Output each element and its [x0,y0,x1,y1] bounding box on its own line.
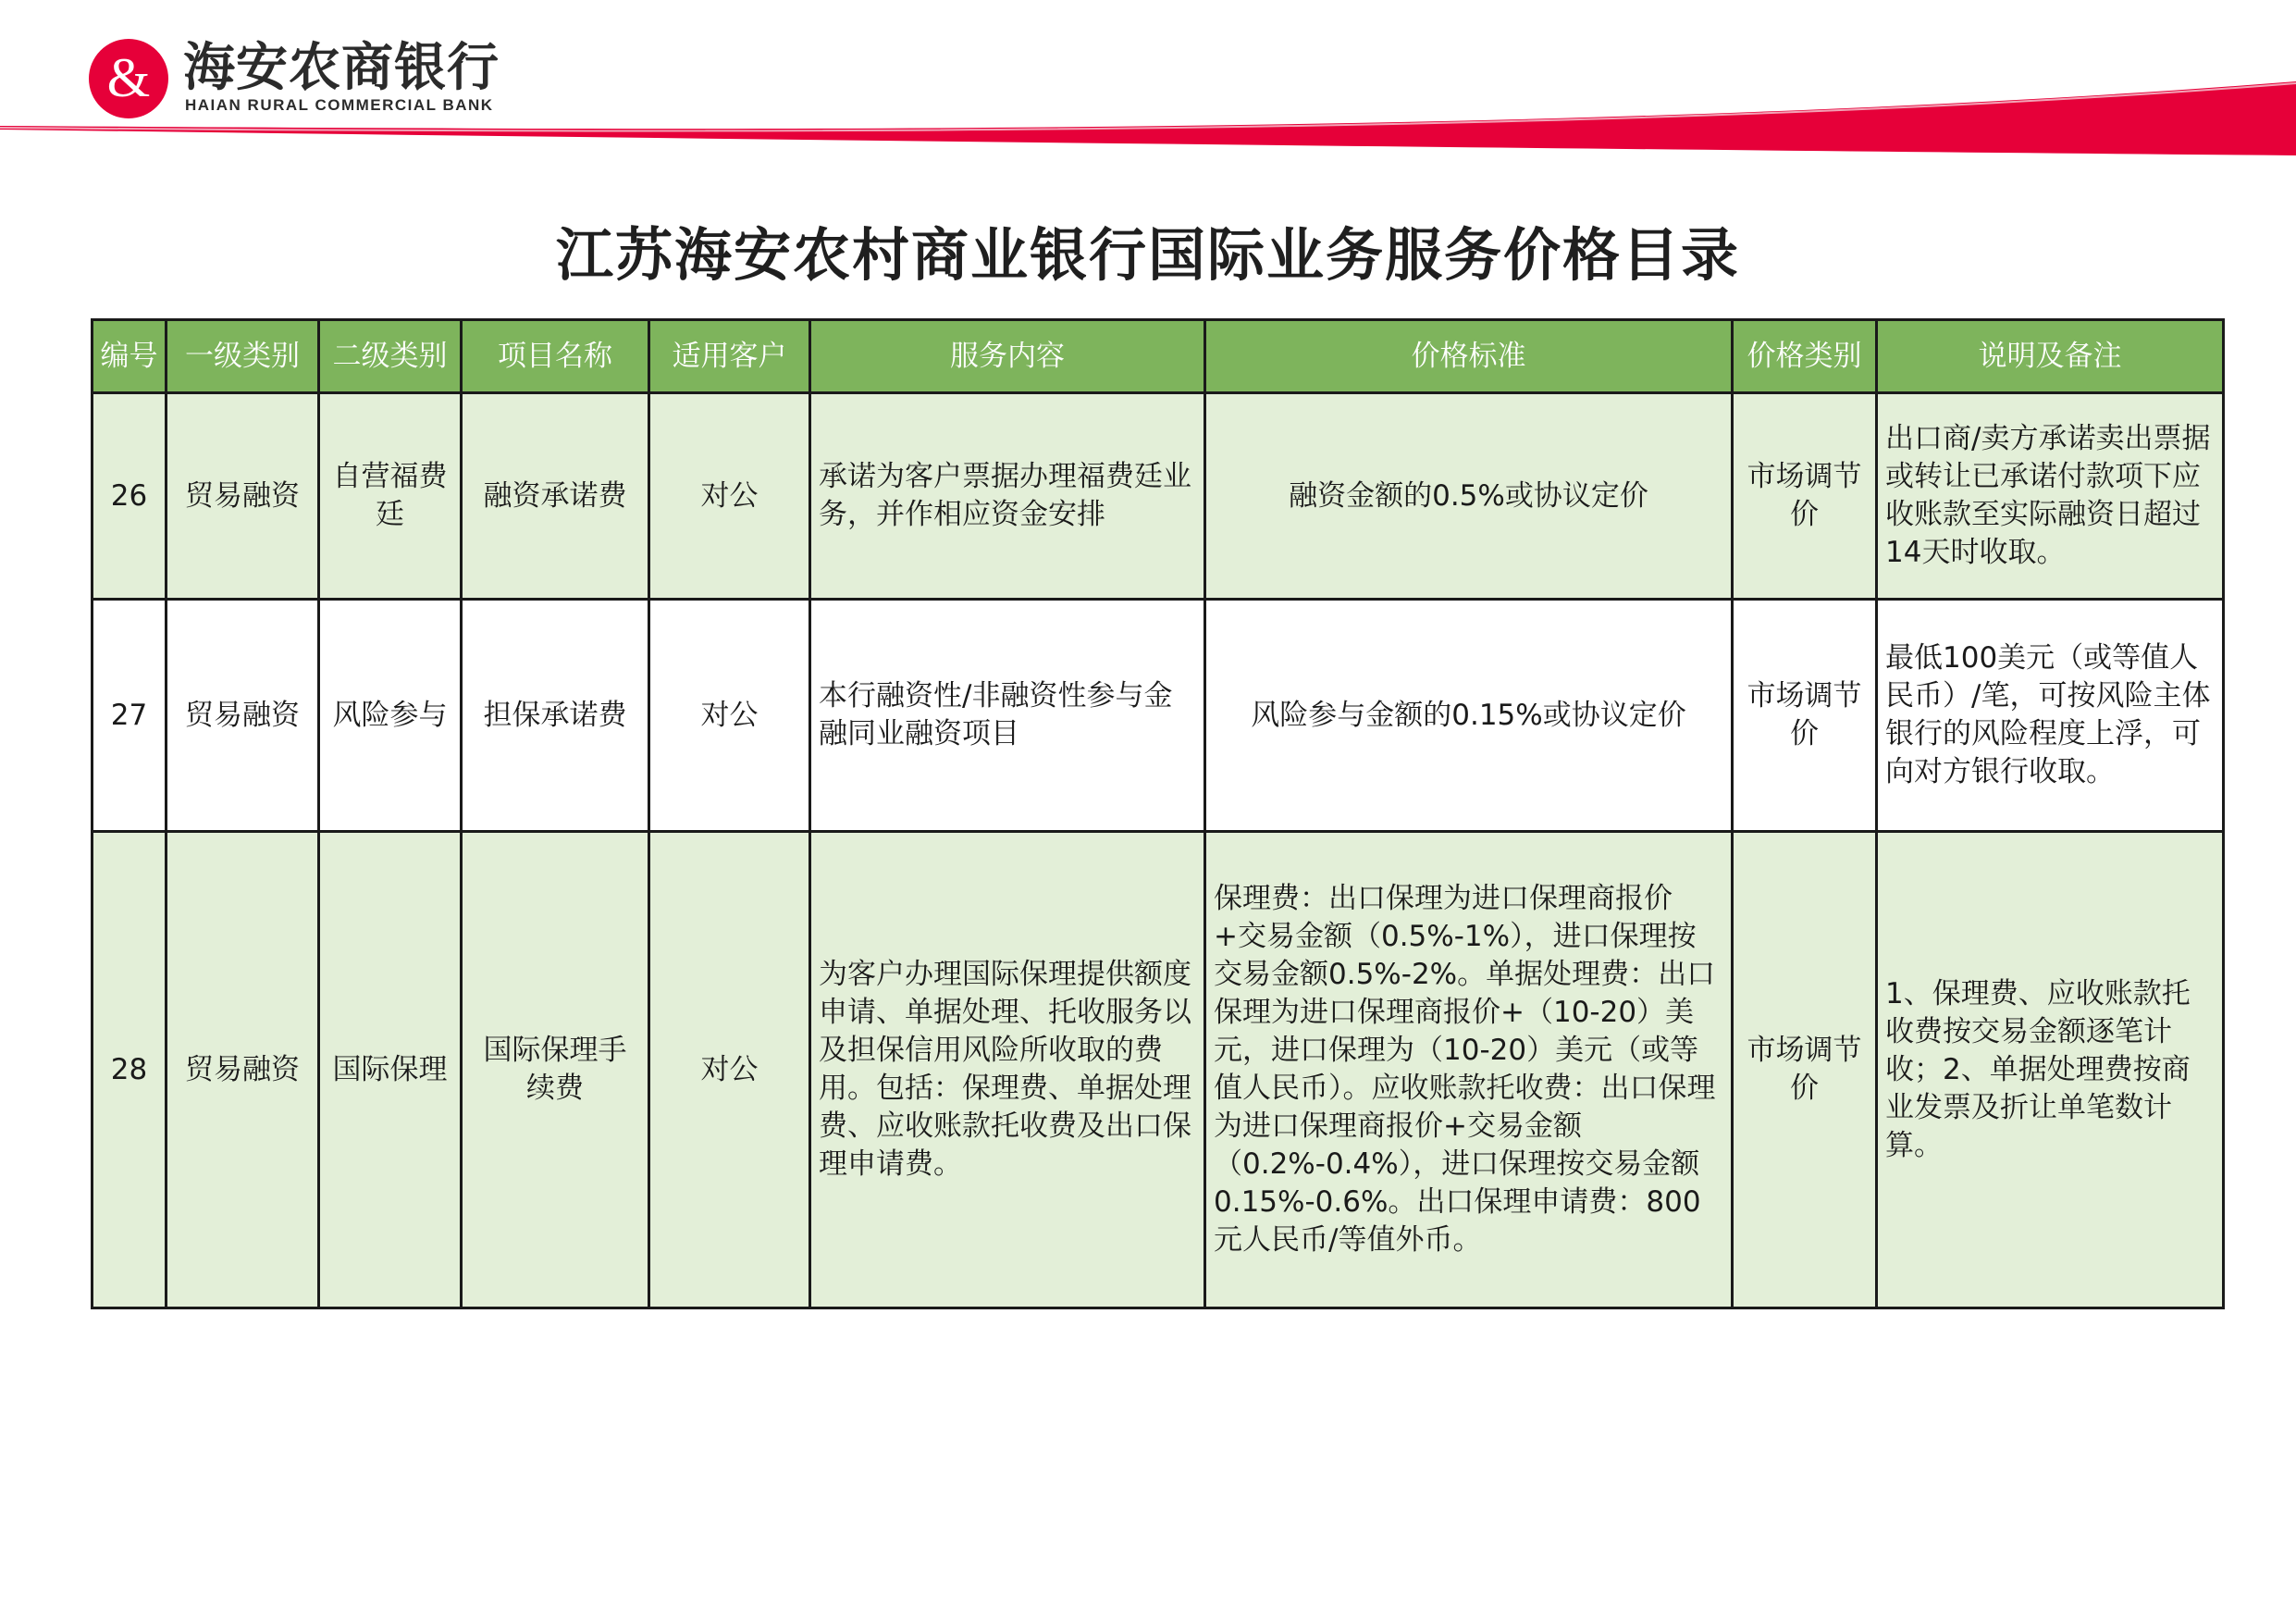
cell-no: 26 [93,393,167,600]
bank-logo-icon [89,39,168,118]
header-no: 编号 [93,320,167,393]
table-row [93,393,2224,600]
cell-category2: 风险参与 [319,600,462,832]
header-category2: 二级类别 [319,320,462,393]
cell-customer: 对公 [649,600,810,832]
cell-price: 融资金额的0.5%或协议定价 [1205,393,1733,600]
cell-price: 风险参与金额的0.15%或协议定价 [1205,600,1733,832]
cell-no: 27 [93,600,167,832]
price-table [91,318,2225,1309]
cell-category1: 贸易融资 [167,600,319,832]
cell-note: 1、保理费、应收账款托收费按交易金额逐笔计收；2、单据处理费按商业发票及折让单笔数计算。 [1877,832,2224,1308]
cell-service: 本行融资性/非融资性参与金融同业融资项目 [810,600,1205,832]
cell-service: 为客户办理国际保理提供额度申请、单据处理、托收服务以及担保信用风险所收取的费用。包括：保理费、单据处理费、应收账款托收费及出口保理申请费。 [810,832,1205,1308]
svg-text:&: & [106,47,151,108]
table-row [93,600,2224,832]
cell-price-type: 市场调节价 [1733,393,1877,600]
table-header-row [93,320,2224,393]
header-note: 说明及备注 [1877,320,2224,393]
cell-item: 融资承诺费 [462,393,649,600]
cell-price-type: 市场调节价 [1733,600,1877,832]
cell-customer: 对公 [649,393,810,600]
header-item: 项目名称 [462,320,649,393]
header-customer: 适用客户 [649,320,810,393]
bank-name-cn: 海安农商银行 [183,38,500,98]
cell-category2: 国际保理 [319,832,462,1308]
header-category1: 一级类别 [167,320,319,393]
page-title: 江苏海安农村商业银行国际业务服务价格目录 [555,221,1740,289]
header-price-type: 价格类别 [1733,320,1877,393]
cell-service: 承诺为客户票据办理福费廷业务，并作相应资金安排 [810,393,1205,600]
header-service: 服务内容 [810,320,1205,393]
page-header [0,0,2296,167]
cell-category1: 贸易融资 [167,393,319,600]
cell-price: 保理费：出口保理为进口保理商报价+交易金额（0.5%-1%），进口保理按交易金额0.5%-2%。单据处理费：出口保理为进口保理商报价+（10-20）美元，进口保理为（10-20）美元（或等值人民币）。应收账款托收费：出口保理为进口保理商报价+交易金额（0.2%-0.4%），进口保理按交易金额0.15%-0.6%。出口保理申请费：800元人民币/等值外币。 [1205,832,1733,1308]
cell-category2: 自营福费廷 [319,393,462,600]
cell-customer: 对公 [649,832,810,1308]
header-price: 价格标准 [1205,320,1733,393]
cell-item: 国际保理手续费 [462,832,649,1308]
cell-note: 出口商/卖方承诺卖出票据或转让已承诺付款项下应收账款至实际融资日超过14天时收取。 [1877,393,2224,600]
cell-price-type: 市场调节价 [1733,832,1877,1308]
bank-name-en: HAIAN RURAL COMMERCIAL BANK [185,96,494,114]
cell-no: 28 [93,832,167,1308]
table-row [93,832,2224,1308]
cell-item: 担保承诺费 [462,600,649,832]
cell-category1: 贸易融资 [167,832,319,1308]
cell-note: 最低100美元（或等值人民币）/笔，可按风险主体银行的风险程度上浮，可向对方银行收取。 [1877,600,2224,832]
